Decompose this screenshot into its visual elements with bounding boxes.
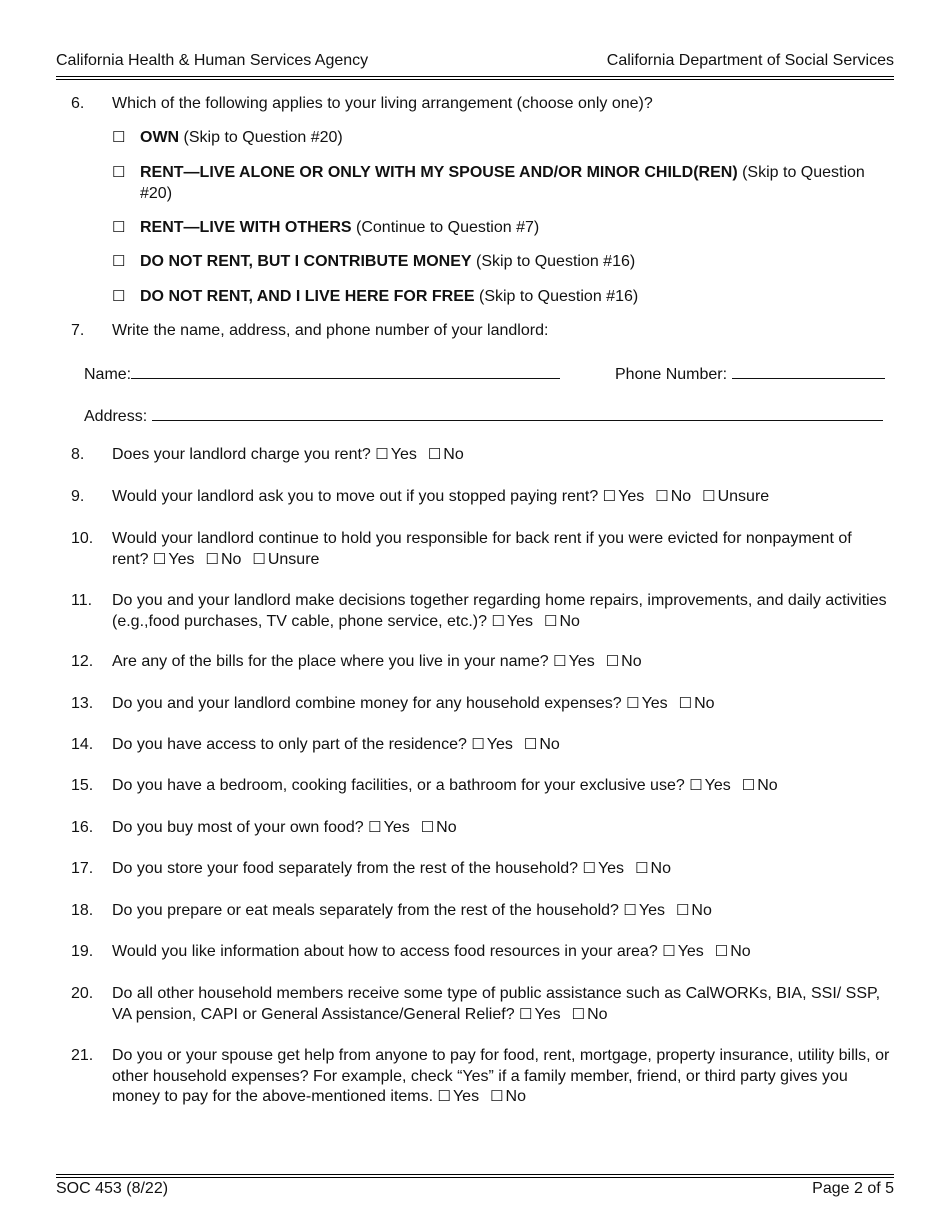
question-number: 8. xyxy=(71,446,85,463)
option-note: (Skip to Question #20) xyxy=(140,164,865,202)
question-text: Do you prepare or eat meals separately from the rest of the household? xyxy=(112,902,619,919)
no-label: No xyxy=(505,1088,526,1105)
question-text: Would your landlord ask you to move out if you stopped paying rent? xyxy=(112,488,599,505)
header-agency: California Health & Human Services Agency xyxy=(56,52,369,69)
no-label: No xyxy=(694,695,715,712)
question-text: Do you have a bedroom, cooking facilities, or a bathroom for your exclusive use? xyxy=(112,777,685,794)
yes-label: Yes xyxy=(597,860,625,877)
no-label: No xyxy=(587,1005,608,1023)
no-checkbox[interactable]: ☐ xyxy=(605,653,620,670)
question-number: 20. xyxy=(71,985,94,1002)
checkbox[interactable]: ☐ xyxy=(112,288,126,305)
header-department: California Department of Social Services xyxy=(606,52,894,69)
form-number: SOC 453 (8/22) xyxy=(56,1180,169,1197)
unsure-label: Unsure xyxy=(267,550,320,568)
yes-no-group xyxy=(438,1088,537,1105)
landlord-name-phone-row xyxy=(84,362,894,385)
question-number: 13. xyxy=(71,695,94,712)
yes-no-group xyxy=(623,902,722,919)
name-label: Name: xyxy=(84,366,132,383)
phone-label: Phone Number: xyxy=(615,366,728,383)
form-page xyxy=(56,0,894,1230)
question-text: Do you or your spouse get help from anyone to pay for food, rent, mortgage, property insurance, utility bills, or other household expenses? For example, check “Yes” if a family member, friend, or third party gives you money to pay for the above-mentioned items. xyxy=(112,1047,890,1105)
yes-no-group xyxy=(662,943,761,960)
yes-checkbox[interactable]: ☐ xyxy=(623,902,637,919)
header-rule-bottom xyxy=(56,79,894,80)
page-number: Page 2 of 5 xyxy=(812,1180,894,1197)
no-label: No xyxy=(621,653,642,670)
question-text: Do all other household members receive some type of public assistance such as CalWORKs, BIA, SSI/ SSP, VA pension, CAPI or General Assistance/General Relief? xyxy=(112,985,881,1023)
option-label: RENT—LIVE ALONE OR ONLY WITH MY SPOUSE AND/OR MINOR CHILD(REN) xyxy=(140,164,738,181)
question-number: 11. xyxy=(71,592,93,609)
yes-label: Yes xyxy=(452,1088,480,1105)
yes-label: Yes xyxy=(618,488,645,505)
question-text: Write the name, address, and phone number of your landlord: xyxy=(112,322,549,339)
no-label: No xyxy=(650,860,671,877)
yes-label: Yes xyxy=(390,446,417,463)
yes-label: Yes xyxy=(168,550,195,568)
question-number: 21. xyxy=(71,1047,94,1064)
no-label: No xyxy=(220,550,242,568)
yes-no-unsure-group xyxy=(603,488,781,505)
no-checkbox[interactable]: ☐ xyxy=(635,860,649,877)
no-checkbox[interactable]: ☐ xyxy=(490,1088,504,1105)
option-note: (Continue to Question #7) xyxy=(351,219,540,236)
no-label: No xyxy=(757,777,778,794)
question-text: Do you have access to only part of the residence? xyxy=(112,736,467,753)
no-checkbox[interactable]: ☐ xyxy=(523,736,538,753)
yes-checkbox[interactable]: ☐ xyxy=(602,488,617,505)
yes-checkbox[interactable]: ☐ xyxy=(375,446,389,463)
no-checkbox[interactable]: ☐ xyxy=(714,943,729,960)
yes-no-group xyxy=(626,695,725,712)
no-label: No xyxy=(730,943,751,960)
yes-label: Yes xyxy=(638,902,665,919)
no-label: No xyxy=(559,612,580,630)
yes-no-unsure-group xyxy=(153,551,331,568)
landlord-name-field[interactable] xyxy=(131,362,560,379)
page-footer xyxy=(56,1180,894,1202)
footer-rule-bottom xyxy=(56,1177,894,1178)
yes-checkbox[interactable]: ☐ xyxy=(471,736,485,753)
checkbox[interactable]: ☐ xyxy=(112,253,126,270)
yes-no-group xyxy=(375,446,474,463)
unsure-checkbox[interactable]: ☐ xyxy=(702,488,716,505)
checkbox[interactable]: ☐ xyxy=(112,129,126,146)
page-header xyxy=(56,52,894,74)
yes-no-group xyxy=(553,653,652,670)
yes-checkbox[interactable]: ☐ xyxy=(553,653,567,670)
checkbox[interactable]: ☐ xyxy=(112,164,126,181)
question-text: Do you store your food separately from the rest of the household? xyxy=(112,860,579,877)
option-note: (Skip to Question #20) xyxy=(179,129,343,146)
yes-checkbox[interactable]: ☐ xyxy=(368,819,382,836)
option-note: (Skip to Question #16) xyxy=(474,288,639,305)
question-text: Which of the following applies to your living arrangement (choose only one)? xyxy=(112,95,653,112)
yes-label: Yes xyxy=(704,777,731,794)
question-number: 19. xyxy=(71,943,94,960)
yes-label: Yes xyxy=(534,1005,561,1023)
question-text: Do you and your landlord combine money for any household expenses? xyxy=(112,695,622,712)
question-number: 17. xyxy=(71,860,94,877)
landlord-address-field[interactable] xyxy=(152,404,883,421)
question-number: 18. xyxy=(71,902,94,919)
no-checkbox[interactable]: ☐ xyxy=(655,488,669,505)
option-do-not-rent-free[interactable] xyxy=(112,287,884,308)
yes-no-group xyxy=(368,819,467,836)
yes-checkbox[interactable]: ☐ xyxy=(582,860,596,877)
no-checkbox[interactable]: ☐ xyxy=(544,612,558,630)
no-checkbox[interactable]: ☐ xyxy=(678,695,693,712)
no-label: No xyxy=(436,819,457,836)
question-number: 16. xyxy=(71,819,94,836)
landlord-phone-field[interactable] xyxy=(732,362,885,379)
yes-no-group xyxy=(519,1006,618,1023)
no-checkbox[interactable]: ☐ xyxy=(741,777,756,794)
phone-group xyxy=(615,362,885,385)
yes-checkbox[interactable]: ☐ xyxy=(152,550,167,568)
question-text: Are any of the bills for the place where you live in your name? xyxy=(112,653,549,670)
question-number: 15. xyxy=(71,777,94,794)
yes-label: Yes xyxy=(506,612,534,630)
yes-no-group xyxy=(491,613,590,630)
no-label: No xyxy=(670,488,692,505)
yes-checkbox[interactable]: ☐ xyxy=(689,777,703,794)
yes-label: Yes xyxy=(486,736,513,753)
option-label: RENT—LIVE WITH OTHERS xyxy=(140,219,352,236)
question-text: Do you buy most of your own food? xyxy=(112,819,364,836)
question-number: 14. xyxy=(71,736,94,753)
no-checkbox[interactable]: ☐ xyxy=(571,1005,586,1023)
question-number: 6. xyxy=(71,95,85,112)
question-text: Would you like information about how to access food resources in your area? xyxy=(112,943,658,960)
yes-no-group xyxy=(471,736,570,753)
option-note: (Skip to Question #16) xyxy=(471,253,636,270)
unsure-label: Unsure xyxy=(717,488,770,505)
landlord-address-row xyxy=(84,404,894,427)
option-label: OWN xyxy=(140,129,180,146)
question-text: Would your landlord continue to hold you responsible for back rent if you were evicted for nonpayment of rent? xyxy=(112,530,852,568)
no-label: No xyxy=(443,446,464,463)
checkbox[interactable]: ☐ xyxy=(112,219,126,236)
option-label: DO NOT RENT, AND I LIVE HERE FOR FREE xyxy=(140,288,475,305)
yes-checkbox[interactable]: ☐ xyxy=(626,695,640,712)
unsure-checkbox[interactable]: ☐ xyxy=(252,550,266,568)
header-rule-top xyxy=(56,76,894,77)
address-label: Address: xyxy=(84,408,148,425)
option-do-not-rent-contribute[interactable] xyxy=(112,252,884,273)
option-own[interactable] xyxy=(112,128,884,149)
no-checkbox[interactable]: ☐ xyxy=(675,902,690,919)
yes-no-group xyxy=(689,777,788,794)
no-checkbox[interactable]: ☐ xyxy=(427,446,442,463)
question-number: 10. xyxy=(71,530,94,547)
question-text: Does your landlord charge you rent? xyxy=(112,446,371,463)
question-number: 12. xyxy=(71,653,94,670)
question-text: Do you and your landlord make decisions together regarding home repairs, improvements, and daily activities (e.g.,food purchases, TV cable, phone service, etc.)? xyxy=(112,592,887,630)
no-label: No xyxy=(691,902,712,919)
yes-label: Yes xyxy=(641,695,668,712)
yes-label: Yes xyxy=(677,943,704,960)
yes-checkbox[interactable]: ☐ xyxy=(519,1005,533,1023)
yes-checkbox[interactable]: ☐ xyxy=(662,943,676,960)
no-checkbox[interactable]: ☐ xyxy=(420,819,435,836)
option-rent-live-alone[interactable] xyxy=(112,163,884,204)
yes-no-group xyxy=(583,860,682,877)
yes-checkbox[interactable]: ☐ xyxy=(437,1088,451,1105)
question-number: 7. xyxy=(71,322,85,339)
yes-label: Yes xyxy=(568,653,595,670)
option-rent-live-with-others[interactable] xyxy=(112,218,884,239)
question-number: 9. xyxy=(71,488,85,505)
footer-rule-top xyxy=(56,1174,894,1175)
no-checkbox[interactable]: ☐ xyxy=(205,550,219,568)
option-label: DO NOT RENT, BUT I CONTRIBUTE MONEY xyxy=(140,253,472,270)
yes-label: Yes xyxy=(383,819,410,836)
yes-checkbox[interactable]: ☐ xyxy=(491,612,505,630)
no-label: No xyxy=(539,736,560,753)
